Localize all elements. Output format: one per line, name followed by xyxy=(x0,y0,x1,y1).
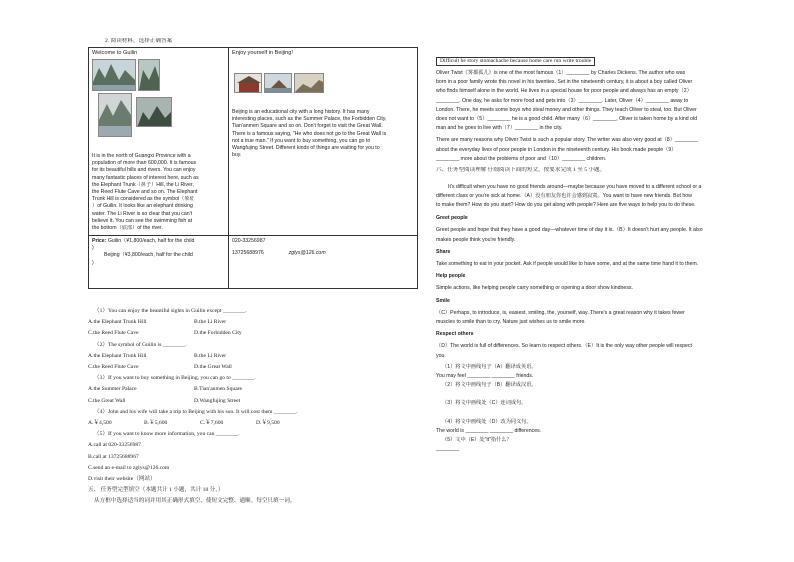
option[interactable]: A.￥4,500 xyxy=(88,420,112,427)
option[interactable]: D.￥9,500 xyxy=(256,420,280,427)
answer-line[interactable]: The world is ________ ________ differences. xyxy=(436,427,542,434)
cloze-passage: Oliver Twist《雾都孤儿》is one of the most famous（1）________ by Charles Dickens. The author who was born in a poor family wrote this novel in his twenties. Set in the nineteenth century, it is about a boy called Oliver who finds himself alone in the world. He lives in a special house for poor people and always has an empty（2） ________. One day, he asks for more food and gets into（3）________. Later, Oliver（4）________ away to London. There, he meets some boys who steal money and other things. They teach Oliver to steal, too. But Oliver does not want to（5）________ he is a good child. After many（6）________, Oliver is taken home by a kind old man and he goes to live with（7）________ in the city. There are many reasons why Oliver Twist is such a popular story. The writer was also very good at（8）________ about the everyday lives of poor people in London in the nineteenth century. His book made people（9） ________ more about the problems of poor and（10）________ children. xyxy=(436,70,699,162)
option[interactable]: A.the Elephant Trunk Hill xyxy=(88,352,147,359)
option[interactable]: D.the Forbidden City xyxy=(194,330,242,337)
reading-section-title: 2. 阅读材料，选择正确答案 xyxy=(105,38,173,44)
heading-greet: Greet people xyxy=(436,215,468,222)
option[interactable]: D.Wangfujing Street xyxy=(194,397,241,404)
option[interactable]: C.the Reed Flute Cave xyxy=(88,364,139,371)
option[interactable]: B.the Li River xyxy=(194,352,227,359)
guilin-photo-cave xyxy=(136,97,172,127)
price-cell: Price: Guilin（¥1,800/each, half for the child ) Beijing（¥3,800/each, half for the child ) xyxy=(89,236,229,289)
guilin-photo-river xyxy=(92,59,136,91)
part5-title: 五、 任务型完型填空（本题共计 1 小题，共计 10 分，） xyxy=(88,487,224,494)
option[interactable]: D.visit their website（网站） xyxy=(88,476,156,483)
guilin-photo-lake xyxy=(98,93,132,137)
answer-line[interactable]: You may feel ________ ________ friends. xyxy=(436,373,534,380)
option[interactable]: A.call at 020-33256987 xyxy=(88,442,141,449)
price-guilin: Guilin（¥1,800/each, half for the child xyxy=(107,238,195,244)
guilin-text: It is in the north of Guangxi Province with a population of more than 600,000. It is famous for its beautiful hills and rivers. You can enjoy many fantastic places of interest here, such as the Elephant Trunk（鼻子）Hill, the Li River, the Reed Flute Cave and so on. The Elephant Trunk Hill is considered as the symbol（象征 ）of Guilin. It looks like an elephant drinking water. The Li River is so clear that you can't believe it. You can see the swimming fish at the bottom（底部）of the river. xyxy=(92,153,199,232)
heading-smile: Smile xyxy=(436,297,450,304)
heading-share: Share xyxy=(436,248,451,255)
question-2-options xyxy=(88,351,418,362)
price-label: Price: xyxy=(92,238,107,244)
ad-table xyxy=(88,47,418,289)
guilin-photos xyxy=(92,57,225,143)
guilin-heading: Welcome to Guilin xyxy=(92,50,138,56)
option[interactable]: C.the Reed Flute Cave xyxy=(88,330,139,337)
heading-help: Help people xyxy=(436,273,466,280)
question-1-stem: （1）You can enjoy the beautiful sights in Guilin except ________. xyxy=(94,308,247,314)
option[interactable]: B.the Li River xyxy=(194,319,227,326)
option[interactable]: C.send an e-mail to zglys@126.com xyxy=(88,464,170,471)
answer-line[interactable] xyxy=(436,390,776,399)
question-2-stem: （2）The symbol of Guilin is ________. xyxy=(94,341,187,348)
option[interactable]: B.￥5,600 xyxy=(144,420,168,427)
guilin-photo-hill xyxy=(138,59,160,91)
contact-phone: 020-33256987 xyxy=(232,238,266,244)
answer-line[interactable] xyxy=(436,409,776,418)
beijing-photo-palace xyxy=(264,73,292,93)
option[interactable]: D.the Great Wall xyxy=(194,364,232,371)
contact-email: zglys@126.com xyxy=(288,250,326,257)
question-1-options xyxy=(88,317,418,328)
option[interactable]: A.the Elephant Trunk Hill xyxy=(88,319,147,326)
right-column: Difficult he story stomachache because home care run write trouble Oliver Twist《雾都孤儿》is one of the most famous（1）________ by Charles Dickens. The author who was born in a poor family wrote this novel in his twenties. Set in the nineteenth century, it is about a boy called Oliver who finds himself alone in the world. He lives in a special house for poor people and always has an empty（2） ________. One day, he asks for more food and gets into（3）________. Later, Oliver（4）________ away to London. There, he meets some boys who steal money and other things. They teach Oliver to steal, too. But Oliver does not want to（5）________ he is a good child. After many（6）________, Oliver is taken home by a kind old man and he goes to live with（7）________ in the city. There are many reasons why Oliver Twist is such a popular story. The writer was also very good at（8）________ about the everyday lives of poor people in London in the nineteenth century. His book made people（9） ________ more about the problems of poor and（10）________ children. 六、任务型阅读理解 仔细阅读下面的短文，按要求完成 1 至 5 小题。 It's difficult when you have no good friends around—maybe because you have moved to a different school or a different class or you're sick at home.（A）没有朋友你也许会感到寂寞。You want to have new friends. But how to make them? How do you start? How do you get along with people? Here are five ways to help you to do these. Greet people Greet people and hope that they have a good day—whatever time of day it is.（B）It doesn't hurt any people. It also makes people think you're friendly. Share Take something to eat in your pocket. Ask if people would like to have some, and at the same time hand it to them. Help people Simple actions, like helping people carry something or opening a door show kindness. Smile （C）Perhaps, to introduce, is, easiest, smiling, the, yourself, way. There's a great reason why it takes fewer muscles to smile than to cry. Nature just wishes us to smile more. Respect others （D）The world is full of differences. So learn to respect others.（E）It is the only way other people will respect you. （1）将文中画线句子（A）翻译成英语。 You may feel ________ ________ friends. （2）将文中画线句子（B）翻译成汉语。 （3）将文中画线处（C）连词成句。 （4）将文中画线处（D）改为同义句。 The world is ________ ________ differences. （5）文中（E）处"it"指什么？ ________ xyxy=(436,49,776,455)
reading-intro: It's difficult when you have no good friends around—maybe because you have moved to a different school or a different class or you're sick at home.（A）没有朋友你也许会感到寂寞。You want to have new friends. But how to make them? How do you start? How do you get along with people? Here are five ways to help you to do these. xyxy=(436,183,702,209)
beijing-photo-greatwall xyxy=(294,73,324,93)
beijing-text: Beijing is an educational city with a long history. It has many interesting places, such as the Summer Palace, the Forbidden City, Tian'anmen Square and so on. Don't forget to visit the Great Wall. There is a famous saying, "He who does not go to the Great Wall is not a true man." If you want to buy something, you can go to Wangfujing Street. Different kinds of things are waiting for you to buy. xyxy=(232,109,387,159)
option[interactable]: B.call at 13725688967 xyxy=(88,453,139,460)
reading-questions xyxy=(88,306,418,508)
option[interactable]: A.the Summer Palace xyxy=(88,386,137,393)
contact-mobile: 13725688976 xyxy=(232,250,264,257)
question-5-stem: （5）If you want to know more information, you can ________. xyxy=(94,431,240,438)
question-4-options xyxy=(88,418,418,429)
guilin-cell xyxy=(89,48,229,236)
question-3-options xyxy=(88,384,418,395)
option[interactable]: B.Tian'anmen Square xyxy=(194,386,243,393)
question-3-stem: （3）If you want to buy something in Beijing, you can go to ________. xyxy=(94,375,256,382)
word-bank-box: Difficult he story stomachache because home care run write trouble xyxy=(436,57,595,66)
option[interactable]: C.the Great Wall xyxy=(88,397,126,404)
price-beijing: Beijing（¥3,800/each, half for the child xyxy=(104,252,193,259)
part5-instructions: 从方框中选择适当的词并用其正确形式填空，使短文完整、通顺。每空只填一词。 xyxy=(94,498,296,505)
beijing-heading: Enjoy yourself in Beijing! xyxy=(232,50,293,56)
beijing-photo-tiananmen xyxy=(234,73,262,93)
question-4-stem: （4）John and his wife will take a trip to Beijing with his son. It will cost them ________. xyxy=(94,408,298,415)
option[interactable]: C.￥7,600 xyxy=(200,420,224,427)
reading-tasks: （1）将文中画线句子（A）翻译成英语。 You may feel ________ ________ friends. （2）将文中画线句子（B）翻译成汉语。 （3）将文中画线处（C）连词成句。 （4）将文中画线处（D）改为同义句。 The world is ________ ________ differences. （5）文中（E）处"it"指什么？ ________ xyxy=(436,363,776,455)
answer-line[interactable]: ________ xyxy=(436,446,460,453)
contact-cell xyxy=(229,236,418,289)
beijing-cell xyxy=(229,48,418,236)
beijing-photos xyxy=(232,57,414,99)
heading-respect: Respect others xyxy=(436,331,474,338)
part6-title: 六、任务型阅读理解 仔细阅读下面的短文，按要求完成 1 至 5 小题。 xyxy=(436,167,606,174)
